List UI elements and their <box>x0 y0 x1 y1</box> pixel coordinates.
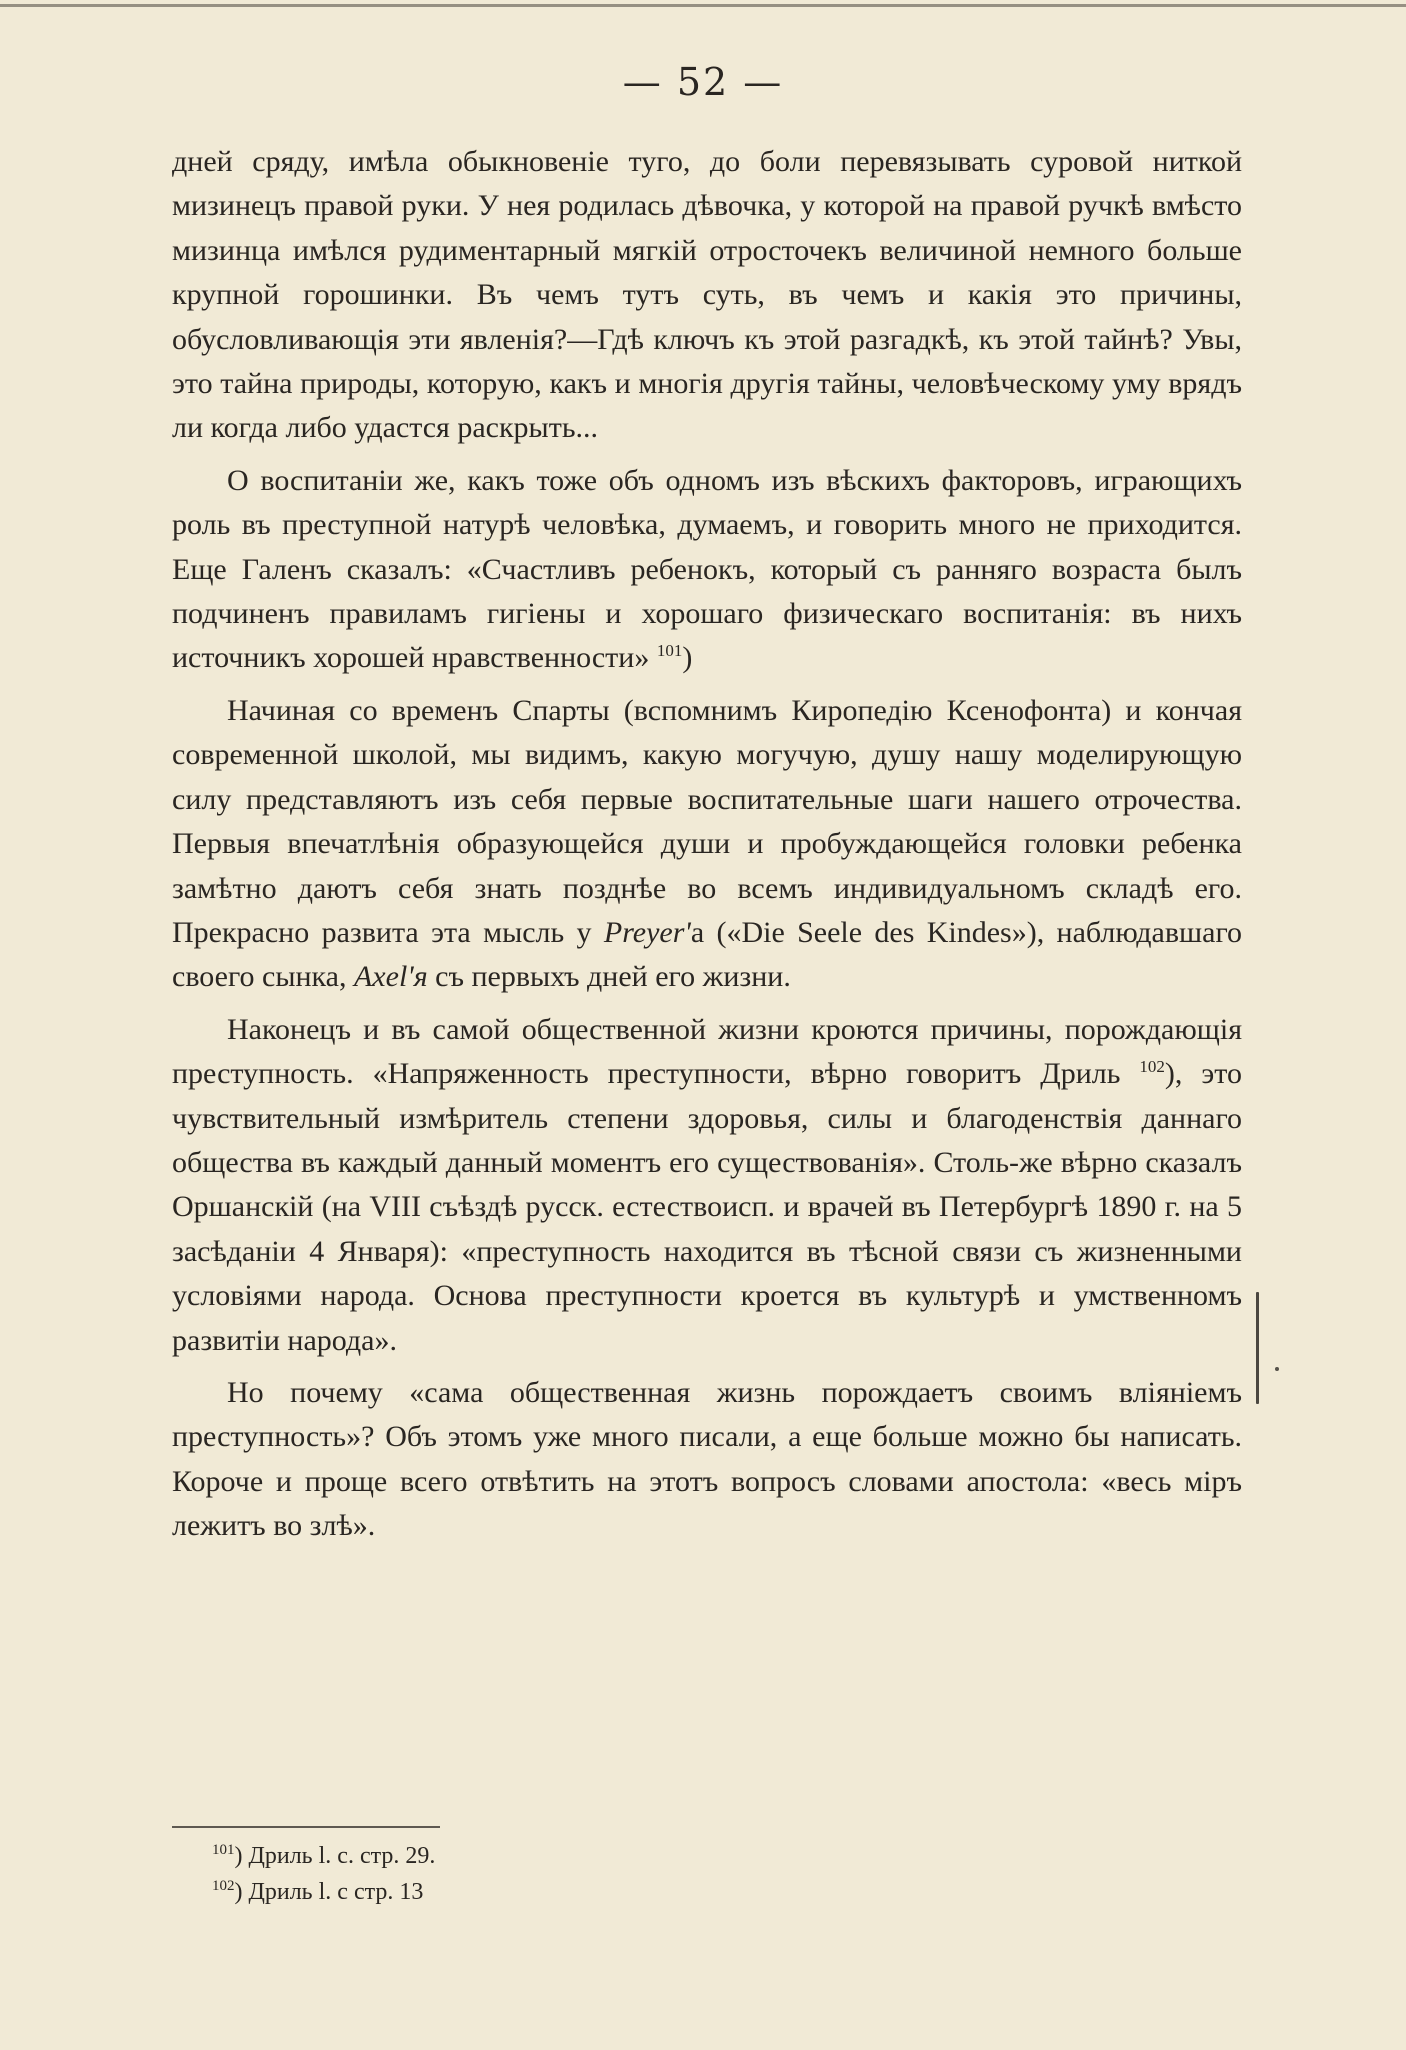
paragraph-2 <box>172 459 1242 681</box>
footnote-102-number: 102 <box>212 1878 235 1894</box>
footnote-101 <box>212 1838 1012 1874</box>
footnote-ref-101[interactable]: 101 <box>656 641 683 661</box>
paragraph-3 <box>172 689 1242 1000</box>
footnote-101-text: ) Дриль l. c. стр. 29. <box>234 1843 436 1869</box>
footnote-separator <box>172 1826 440 1828</box>
paragraph-2-ref-close: ) <box>682 641 693 675</box>
paragraph-4-text-end: ), это чувствительный измѣритель степени здоровья, силы и благоденствія даннаго общества въ каждый данный моментъ его существованія». Столь-же вѣрно сказалъ Оршанскій (на VIII съѣздѣ русск. естествоисп. и врачей въ Петербургѣ 1890 г. на 5 засѣданіи 4 Января): «преступность находится въ тѣсной связи съ жизненными условіями народа. Основа преступности кроется въ культурѣ и умственномъ развитіи народа». <box>172 1057 1242 1357</box>
footnote-101-number: 101 <box>212 1842 235 1858</box>
paragraph-5-text: Но почему «сама общественная жизнь порождаетъ своимъ вліяніемъ преступность»? Объ этомъ уже много писали, а еще больше можно бы написать. Короче и проще всего отвѣтить на этотъ вопросъ словами апостола: «весь міръ лежитъ во злѣ». <box>172 1375 1242 1543</box>
margin-dot <box>1275 1367 1279 1371</box>
paragraph-2-text: О воспитаніи же, какъ тоже объ одномъ изъ вѣскихъ факторовъ, играющихъ роль въ преступной натурѣ человѣка, думаемъ, и говорить много не приходится. Еще Галенъ сказалъ: «Счастливъ ребенокъ, который съ ранняго возраста былъ подчиненъ правиламъ гигіены и хорошаго физическаго воспитанія: въ нихъ источникъ хорошей нравственности» <box>172 463 1242 675</box>
page-number: — 52 — <box>622 60 784 104</box>
paragraph-4-text-start: Наконецъ и въ самой общественной жизни кроются причины, порождающія преступность. «Напряженность преступности, вѣрно говоритъ Дриль <box>172 1012 1242 1091</box>
footnote-ref-102[interactable]: 102 <box>1139 1057 1165 1077</box>
paragraph-1-text: дней сряду, имѣла обыкновеніе туго, до боли перевязывать суровой ниткой мизинецъ правой руки. У нея родилась дѣвочка, у которой на правой ручкѣ вмѣсто мизинца имѣлся рудиментарный мягкій отросточекъ величиной немного больше крупной горошинки. Въ чемъ тутъ суть, въ чемъ и какія это причины, обусловливающія эти явленія?—Гдѣ ключъ къ этой разгадкѣ, къ этой тайнѣ? Увы, это тайна природы, которую, какъ и многія другія тайны, человѣческому уму врядъ ли когда либо удастся раскрыть... <box>172 145 1242 445</box>
margin-pencil-mark <box>1256 1292 1259 1404</box>
paragraph-4 <box>172 1008 1242 1363</box>
paragraph-1 <box>172 140 1242 451</box>
footnote-102-text: ) Дриль l. c стр. 13 <box>234 1879 424 1905</box>
paragraph-3-text-start: Начиная со временъ Спарты (вспомнимъ Киропедію Ксенофонта) и кончая современной школой, мы видимъ, какую могучую, душу нашу моделирующую силу представляютъ изъ себя первые воспитательные шаги нашего отрочества. Первыя впечатлѣнія образующейся души и пробуждающейся головки ребенка замѣтно даютъ себя знать позднѣе во всемъ индивидуальномъ складѣ его. Прекрасно развита эта мысль у <box>172 693 1242 949</box>
footnotes <box>212 1838 1012 1910</box>
paragraph-3-text-end: съ первыхъ дней его жизни. <box>435 960 791 994</box>
paragraph-5 <box>172 1371 1242 1549</box>
footnote-102 <box>212 1874 1012 1910</box>
name-axel: Axel'я <box>353 960 428 994</box>
paragraph-3-text-mid: а («Die Seele des Kindes»), наблюдавшаго своего сынка, <box>172 915 1242 994</box>
name-preyer: Preyer' <box>603 915 691 949</box>
top-edge-rule <box>0 4 1406 7</box>
main-text <box>172 140 1242 1549</box>
